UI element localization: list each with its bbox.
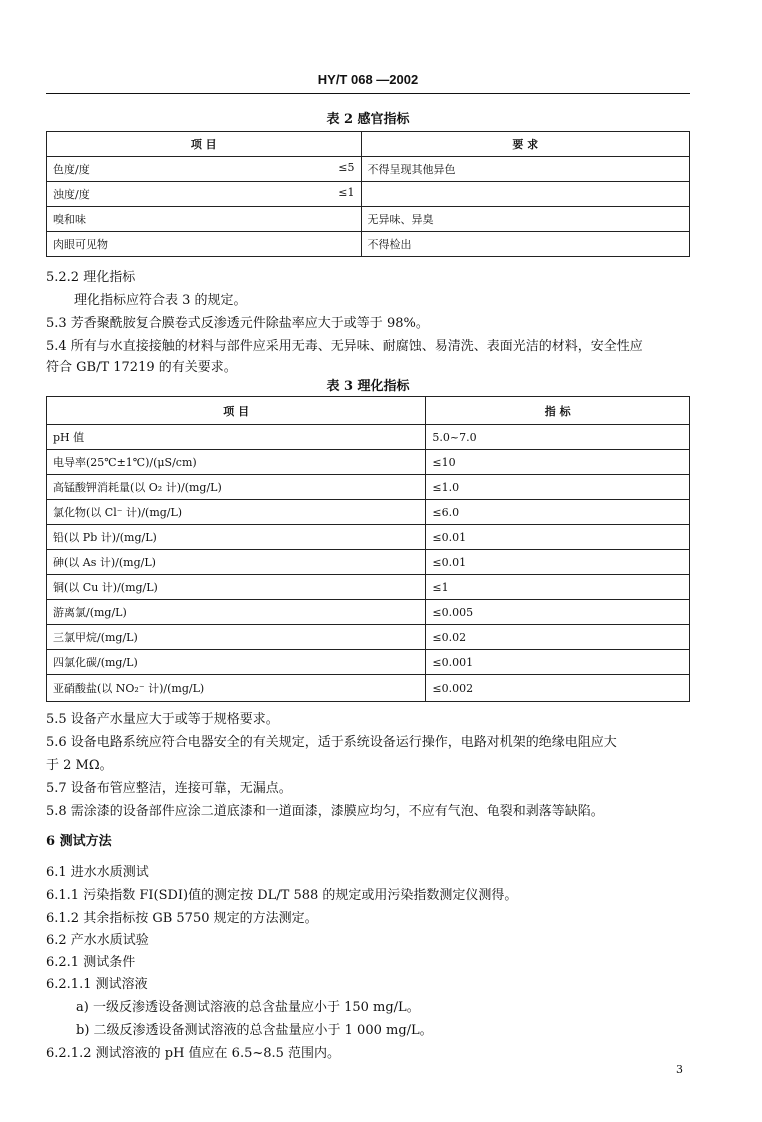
table3-header-item: 项 目 [47, 397, 426, 425]
table3-cell-item: 铅(以 Pb 计)/(mg/L) [47, 525, 426, 550]
table-row [47, 575, 690, 600]
clause-5-4-line2: 符合 GB/T 17219 的有关要求。 [46, 360, 237, 375]
table3-cell-value: ≤0.01 [426, 550, 690, 575]
table2-cell-item [47, 182, 362, 207]
table2-cell-item [47, 232, 362, 257]
clause-6-2-1: 6.2.1 测试条件 [46, 955, 136, 970]
clause-5-2-2-text: 理化指标应符合表 3 的规定。 [74, 293, 247, 308]
table2-header-item: 项 目 [47, 132, 362, 157]
table2-item-name: 浊度/度 [53, 188, 90, 201]
clause-6-2: 6.2 产水水质试验 [46, 933, 149, 948]
table3-cell-item: 四氯化碳/(mg/L) [47, 650, 426, 675]
table2-item-name: 色度/度 [53, 163, 90, 176]
table2-cell-item [47, 207, 362, 232]
table-row [47, 550, 690, 575]
clause-5-5: 5.5 设备产水量应大于或等于规格要求。 [46, 712, 279, 727]
table-row [47, 500, 690, 525]
page-number: 3 [676, 1063, 683, 1076]
table2-cell-requirement [361, 182, 690, 207]
table-row [47, 625, 690, 650]
table3-cell-value: ≤0.01 [426, 525, 690, 550]
table3-cell-item: 游离氯/(mg/L) [47, 600, 426, 625]
clause-5-6-line2: 于 2 MΩ。 [46, 758, 113, 773]
table3-cell-value: ≤0.001 [426, 650, 690, 675]
table3-header-index: 指 标 [426, 397, 690, 425]
table3-cell-item: 砷(以 As 计)/(mg/L) [47, 550, 426, 575]
table2-item-name: 肉眼可见物 [53, 238, 108, 251]
table-row [47, 475, 690, 500]
table3-cell-item: 氯化物(以 Cl⁻ 计)/(mg/L) [47, 500, 426, 525]
table3-cell-value: ≤1 [426, 575, 690, 600]
table3-cell-value: ≤0.005 [426, 600, 690, 625]
table3-cell-value: 5.0~7.0 [426, 425, 690, 450]
table2-sensory [46, 131, 690, 257]
table2-header-row [47, 132, 690, 157]
table-row [47, 450, 690, 475]
table3-cell-value: ≤6.0 [426, 500, 690, 525]
table3-cell-value: ≤1.0 [426, 475, 690, 500]
table2-item-limit: ≤5 [338, 161, 355, 174]
clause-6-1-1: 6.1.1 污染指数 FI(SDI)值的测定按 DL/T 588 的规定或用污染指数测定仪测得。 [46, 888, 518, 903]
clause-6-1-2: 6.1.2 其余指标按 GB 5750 规定的方法测定。 [46, 911, 318, 926]
clause-6-1: 6.1 进水水质测试 [46, 865, 149, 880]
table3-header-row [47, 397, 690, 425]
clause-6-2-1-1-item-b: b) 二级反渗透设备测试溶液的总含盐量应小于 1 000 mg/L。 [76, 1023, 433, 1038]
table2-item-name: 嗅和味 [53, 213, 86, 226]
table-row [47, 600, 690, 625]
table-row [47, 157, 690, 182]
table-row [47, 207, 690, 232]
clause-5-6-line1: 5.6 设备电路系统应符合电器安全的有关规定，适于系统设备运行操作，电路对机架的绝缘电阻应大 [46, 735, 617, 750]
clause-5-3: 5.3 芳香聚酰胺复合膜卷式反渗透元件除盐率应大于或等于 98%。 [46, 316, 429, 331]
clause-6-2-1-1-item-a: a) 一级反渗透设备测试溶液的总含盐量应小于 150 mg/L。 [76, 1000, 420, 1015]
clause-6-2-1-1: 6.2.1.1 测试溶液 [46, 977, 148, 992]
table2-cell-requirement: 无异味、异臭 [361, 207, 690, 232]
table3-cell-item: 铜(以 Cu 计)/(mg/L) [47, 575, 426, 600]
clause-5-2-2-heading: 5.2.2 理化指标 [46, 270, 136, 285]
table-row [47, 675, 690, 702]
clause-5-4-line1: 5.4 所有与水直接接触的材料与部件应采用无毒、无异味、耐腐蚀、易清洗、表面光洁的材料，安全性应 [46, 339, 643, 354]
table3-cell-item: 电导率(25℃±1℃)/(μS/cm) [47, 450, 426, 475]
table3-cell-value: ≤10 [426, 450, 690, 475]
table-row [47, 232, 690, 257]
table3-cell-item: 亚硝酸盐(以 NO₂⁻ 计)/(mg/L) [47, 675, 426, 702]
table2-item-limit: ≤1 [338, 186, 355, 199]
table2-cell-requirement: 不得呈现其他异色 [361, 157, 690, 182]
table3-cell-item: 高锰酸钾消耗量(以 O₂ 计)/(mg/L) [47, 475, 426, 500]
table3-cell-item: pH 值 [47, 425, 426, 450]
table3-cell-item: 三氯甲烷/(mg/L) [47, 625, 426, 650]
table2-header-requirement: 要 求 [361, 132, 690, 157]
clause-5-7: 5.7 设备布管应整洁，连接可靠，无漏点。 [46, 781, 292, 796]
clause-5-8: 5.8 需涂漆的设备部件应涂二道底漆和一道面漆，漆膜应均匀，不应有气泡、龟裂和剥落等缺陷。 [46, 804, 604, 819]
table3-cell-value: ≤0.002 [426, 675, 690, 702]
table3-caption: 表 3 理化指标 [326, 379, 410, 394]
section-6-heading: 6 测试方法 [46, 834, 112, 849]
clause-6-2-1-2: 6.2.1.2 测试溶液的 pH 值应在 6.5~8.5 范围内。 [46, 1046, 341, 1061]
table2-caption: 表 2 感官指标 [326, 112, 410, 127]
table3-cell-value: ≤0.02 [426, 625, 690, 650]
table3-physicochemical [46, 396, 690, 702]
table2-cell-requirement: 不得检出 [361, 232, 690, 257]
table-row [47, 525, 690, 550]
table-row [47, 650, 690, 675]
standard-code-header: HY/T 068 —2002 [317, 72, 419, 87]
table-row [47, 425, 690, 450]
table-row [47, 182, 690, 207]
header-rule [46, 93, 690, 94]
table2-cell-item [47, 157, 362, 182]
